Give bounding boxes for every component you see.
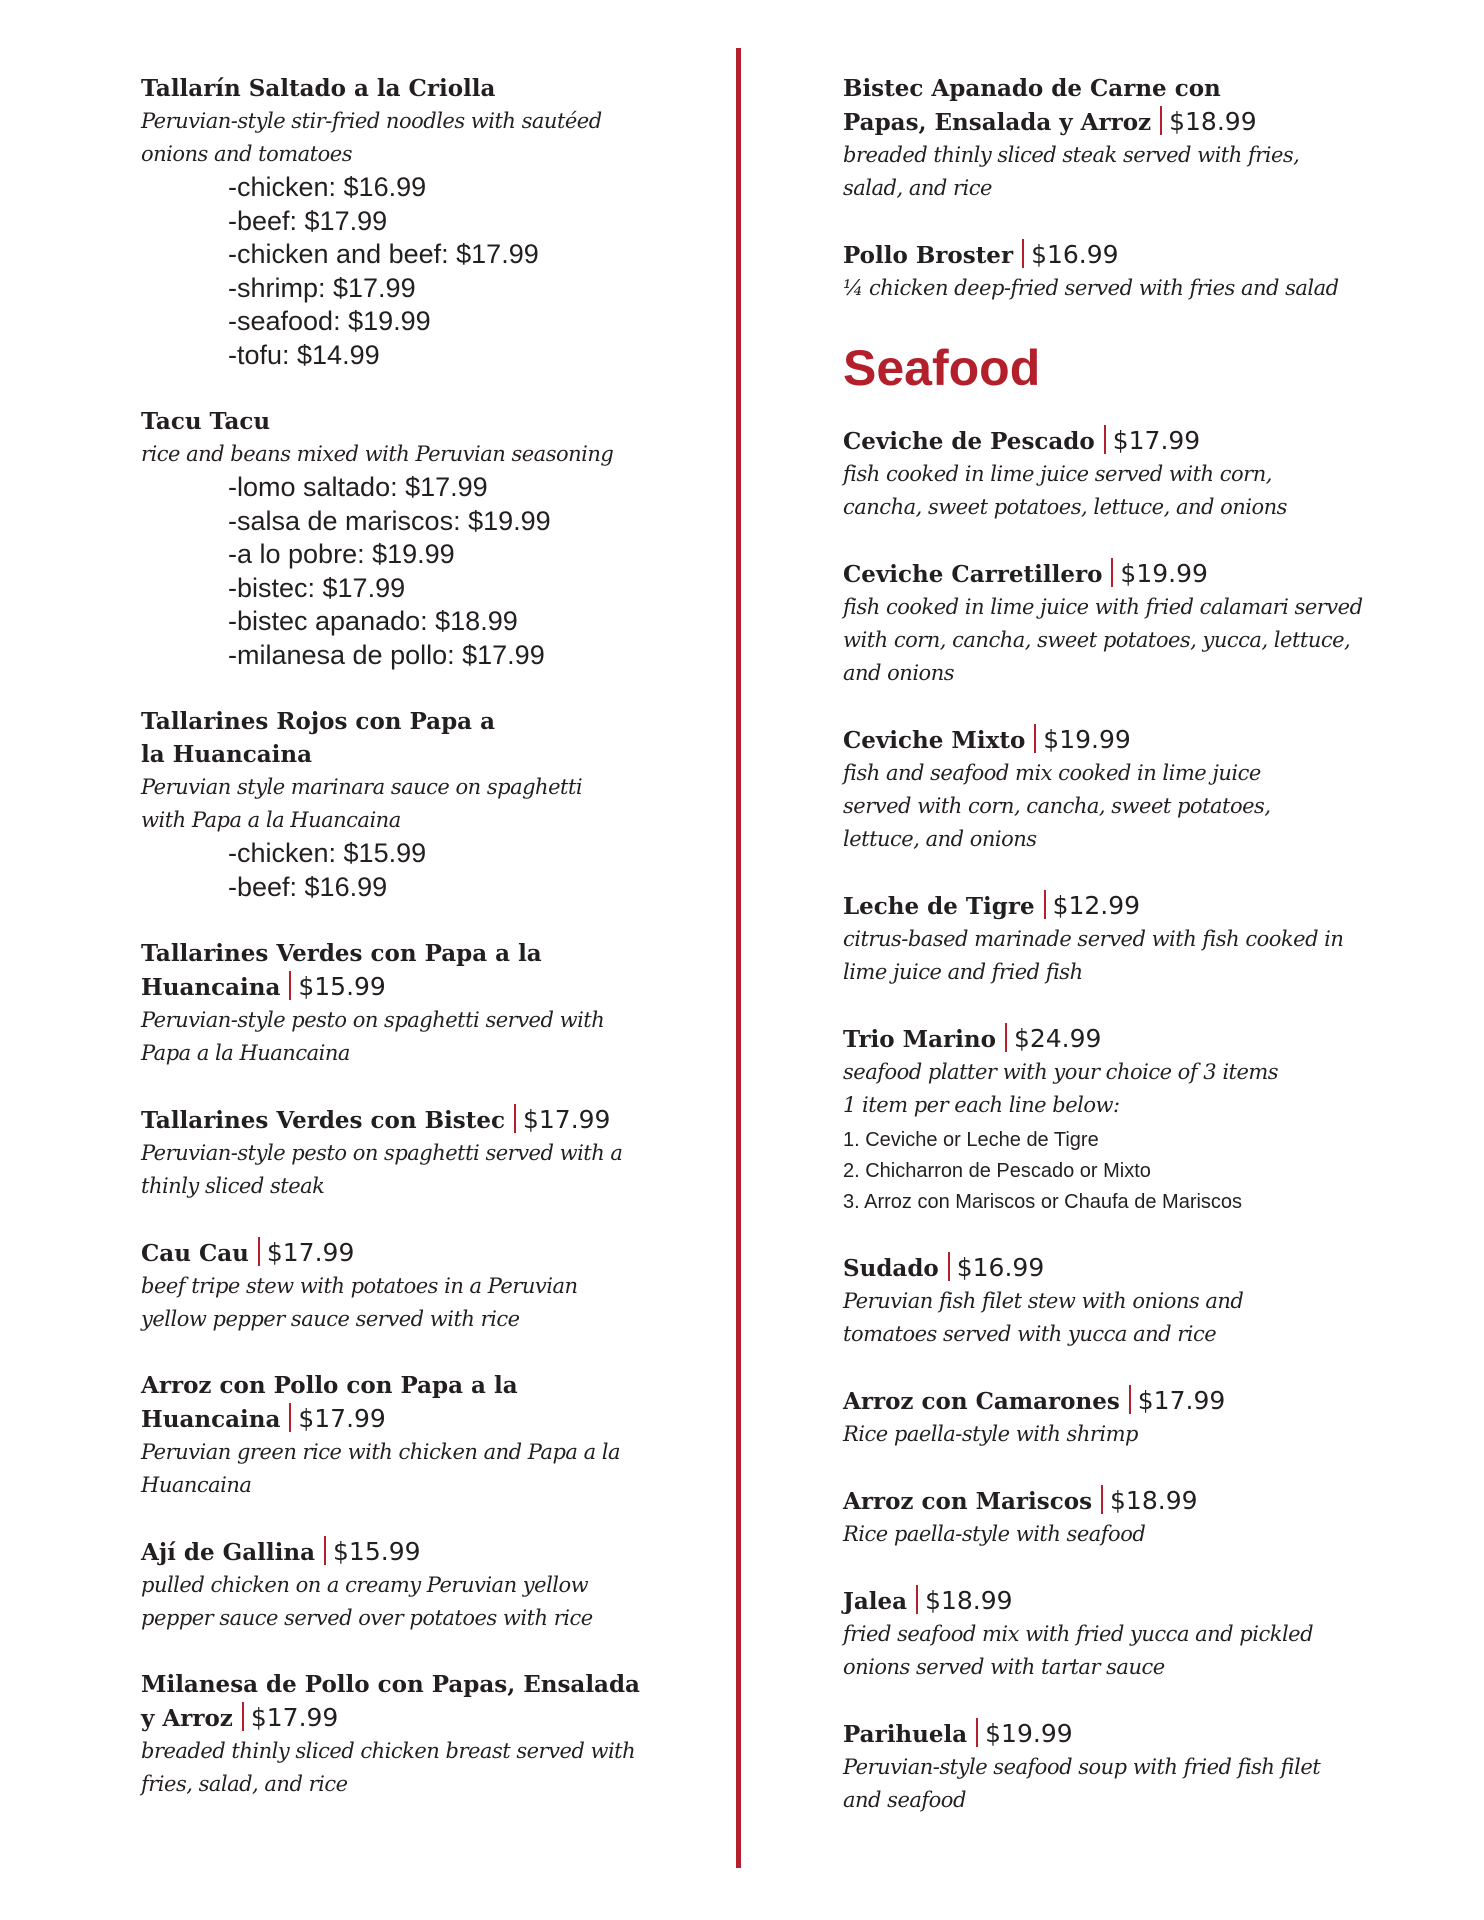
item-price: $16.99 (1031, 240, 1119, 269)
item-price: $18.99 (1110, 1486, 1198, 1515)
option: -beef: $16.99 (228, 871, 388, 902)
item-price: $15.99 (333, 1537, 421, 1566)
option: -chicken: $15.99 (228, 838, 427, 868)
item-name: Tallarines Rojos con Papa a la Huancaina (141, 708, 495, 768)
menu-item (141, 405, 701, 672)
price-separator (1104, 425, 1106, 454)
left-column (141, 72, 701, 1834)
choice-item: 3. Arroz con Mariscos or Chaufa de Mariscos (843, 1191, 1243, 1213)
menu-item (843, 424, 1403, 524)
price-separator (258, 1237, 260, 1266)
item-description: seafood platter with your choice of 3 items (843, 1060, 1279, 1084)
item-description: Peruvian-style seafood soup with fried fish filet and seafood (843, 1755, 1321, 1812)
item-subnote: 1 item per each line below: (843, 1093, 1120, 1117)
price-separator (1101, 1485, 1103, 1514)
menu-item (843, 889, 1403, 989)
choice-item: 1. Ceviche or Leche de Tigre (843, 1129, 1099, 1151)
item-price: $18.99 (1169, 107, 1257, 136)
item-name: Ceviche de Pescado (843, 428, 1095, 455)
item-price: $17.99 (250, 1703, 339, 1732)
price-separator (1005, 1023, 1007, 1052)
menu-item (141, 1236, 701, 1336)
item-name: Pollo Broster (843, 242, 1014, 269)
item-price: $24.99 (1013, 1024, 1102, 1053)
option: -a lo pobre: $19.99 (228, 539, 455, 569)
item-name: Leche de Tigre (843, 893, 1035, 920)
item-price: $19.99 (985, 1719, 1073, 1748)
menu-item (141, 1668, 701, 1801)
price-separator (1022, 239, 1024, 268)
option: -salsa de mariscos: $19.99 (228, 505, 551, 536)
item-name: Arroz con Camarones (843, 1388, 1120, 1415)
item-name: Parihuela (843, 1721, 968, 1748)
price-separator (976, 1718, 978, 1747)
item-description: Peruvian style marinara sauce on spaghetti with Papa a la Huancaina (141, 775, 583, 832)
price-separator (948, 1252, 950, 1281)
item-name: Tallarines Verdes con Bistec (141, 1107, 505, 1134)
menu-item (843, 1251, 1403, 1351)
price-separator (1034, 724, 1036, 753)
option: -milanesa de pollo: $17.99 (228, 639, 545, 670)
price-separator (1160, 106, 1162, 135)
item-description: Peruvian-style pesto on spaghetti served with Papa a la Huancaina (141, 1008, 605, 1065)
price-separator (289, 971, 291, 1000)
item-name: Bistec Apanado de Carne con Papas, Ensalada y Arroz (843, 75, 1221, 136)
item-description: citrus-based marinade served with fish cooked in lime juice and fried fish (843, 927, 1344, 984)
item-price: $17.99 (522, 1105, 611, 1134)
menu-item (141, 72, 701, 372)
item-description: pulled chicken on a creamy Peruvian yellow pepper sauce served over potatoes with rice (141, 1573, 593, 1630)
item-description: beef tripe stew with potatoes in a Peruvian yellow pepper sauce served with rice (141, 1274, 578, 1331)
option: -chicken: $16.99 (228, 172, 427, 202)
item-price: $17.99 (1112, 426, 1201, 455)
menu-item (843, 238, 1403, 305)
menu-item (843, 1484, 1403, 1551)
price-separator (514, 1104, 516, 1133)
item-name: Tallarines Verdes con Papa a la Huancaina (141, 940, 542, 1001)
menu-item (843, 1584, 1403, 1684)
price-separator (1044, 890, 1046, 919)
menu-item (141, 937, 701, 1070)
menu-item (141, 1535, 701, 1635)
menu-item (843, 1384, 1403, 1451)
item-price: $17.99 (1137, 1386, 1226, 1415)
item-price: $19.99 (1120, 559, 1208, 588)
column-divider (736, 48, 741, 1868)
menu-item (141, 705, 701, 904)
item-description: rice and beans mixed with Peruvian seasoning (141, 442, 614, 466)
item-name: Tallarín Saltado a la Criolla (141, 75, 496, 102)
item-name: Jalea (843, 1588, 908, 1615)
item-description: Peruvian green rice with chicken and Papa a la Huancaina (141, 1440, 621, 1497)
option: -chicken and beef: $17.99 (228, 239, 539, 269)
item-price: $12.99 (1052, 891, 1141, 920)
item-price: $17.99 (266, 1238, 355, 1267)
menu-item (141, 1103, 701, 1203)
menu-item (843, 72, 1403, 205)
price-separator (1129, 1385, 1131, 1414)
item-description: fish and seafood mix cooked in lime juice served with corn, cancha, sweet potatoes, lettuce, and onions (843, 761, 1271, 851)
option: -bistec apanado: $18.99 (228, 606, 518, 636)
item-name: Arroz con Pollo con Papa a la Huancaina (141, 1372, 518, 1433)
choice-item: 2. Chicharron de Pescado or Mixto (843, 1160, 1151, 1182)
item-options (228, 471, 701, 672)
menu-item (843, 1717, 1403, 1817)
price-separator (289, 1403, 291, 1432)
item-description: Peruvian fish filet stew with onions and tomatoes served with yucca and rice (843, 1289, 1244, 1346)
item-name: Ceviche Carretillero (843, 561, 1103, 588)
item-price: $16.99 (956, 1253, 1045, 1282)
choice-list (843, 1125, 1403, 1218)
item-description: Peruvian-style pesto on spaghetti served with a thinly sliced steak (141, 1141, 623, 1198)
item-price: $17.99 (298, 1404, 386, 1433)
item-name: Tacu Tacu (141, 408, 271, 435)
price-separator (1111, 558, 1113, 587)
item-name: Sudado (843, 1255, 939, 1282)
price-separator (916, 1585, 918, 1614)
item-name: Ceviche Mixto (843, 727, 1026, 754)
option: -tofu: $14.99 (228, 339, 380, 370)
item-description: Peruvian-style stir-fried noodles with sautéed onions and tomatoes (141, 109, 602, 166)
option: -seafood: $19.99 (228, 306, 431, 336)
item-name: Cau Cau (141, 1240, 249, 1267)
option: -beef: $17.99 (228, 205, 388, 236)
item-price: $15.99 (298, 972, 386, 1001)
menu-item (843, 557, 1403, 690)
item-description: fish cooked in lime juice served with corn, cancha, sweet potatoes, lettuce, and onions (843, 462, 1287, 519)
option: -lomo saltado: $17.99 (228, 472, 488, 502)
item-name: Milanesa de Pollo con Papas, Ensalada y Arroz (141, 1671, 640, 1732)
item-description: breaded thinly sliced chicken breast served with fries, salad, and rice (141, 1739, 636, 1796)
item-price: $18.99 (925, 1586, 1013, 1615)
option: -bistec: $17.99 (228, 572, 406, 603)
item-name: Trio Marino (843, 1026, 996, 1053)
item-name: Arroz con Mariscos (843, 1488, 1093, 1515)
item-name: Ají de Gallina (141, 1539, 316, 1566)
item-description: breaded thinly sliced steak served with fries, salad, and rice (843, 143, 1300, 200)
price-separator (324, 1536, 326, 1565)
menu-item (141, 1369, 701, 1502)
right-column (843, 72, 1403, 1850)
menu-item (843, 1022, 1403, 1218)
item-options (228, 837, 701, 904)
item-options (228, 171, 701, 372)
menu-item (843, 723, 1403, 856)
price-separator (242, 1702, 244, 1731)
item-price: $19.99 (1043, 725, 1131, 754)
item-description: Rice paella-style with seafood (843, 1522, 1146, 1546)
item-description: Rice paella-style with shrimp (843, 1422, 1138, 1446)
item-description: fish cooked in lime juice with fried calamari served with corn, cancha, sweet potatoes, yucca, lettuce, and onions (843, 595, 1363, 685)
item-description: ¼ chicken deep-fried served with fries and salad (843, 276, 1339, 300)
item-description: fried seafood mix with fried yucca and pickled onions served with tartar sauce (843, 1622, 1314, 1679)
section-title-seafood: Seafood (843, 340, 1041, 396)
option: -shrimp: $17.99 (228, 272, 416, 303)
